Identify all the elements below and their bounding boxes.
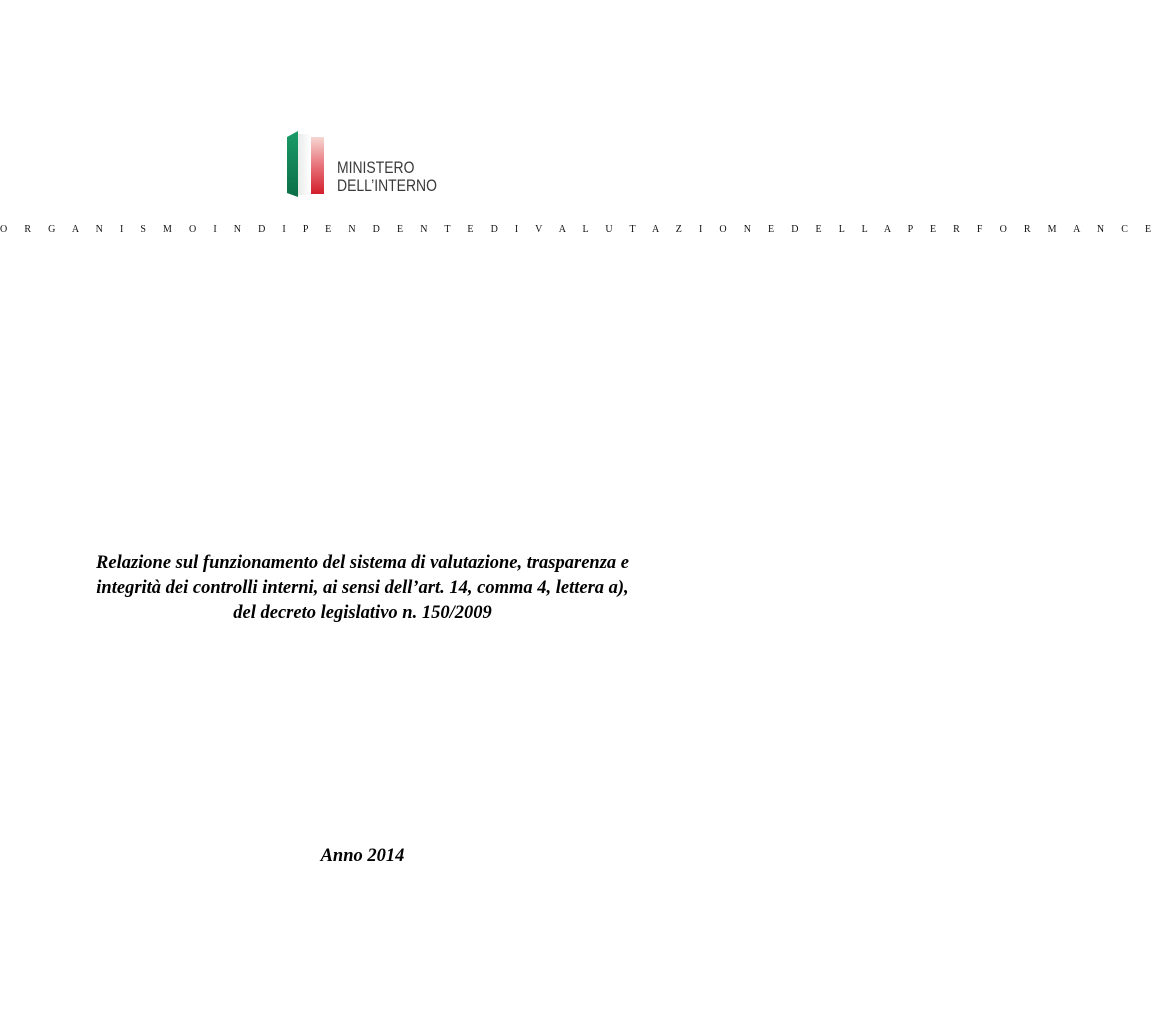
title-line-2: integrità dei controlli interni, ai sensi dell’art. 14, comma 4, lettera a), [96,578,629,598]
ministry-name [337,159,437,195]
title-line-3: del decreto legislativo n. 150/2009 [233,603,492,623]
ministry-name-line2: DELL’INTERNO [337,176,437,195]
organism-heading: O R G A N I S M O I N D I P E N D E N T E D I V A L U T A Z I O N E D E L L A P E R F O R M A N C E [0,224,1158,235]
ministry-logo [287,131,467,199]
document-year: Anno 2014 [320,846,405,866]
title-line-1: Relazione sul funzionamento del sistema di valutazione, trasparenza e [96,553,629,573]
document-title [60,551,665,626]
italian-flag-logo-icon [287,131,327,197]
ministry-name-line1: MINISTERO [337,158,415,177]
